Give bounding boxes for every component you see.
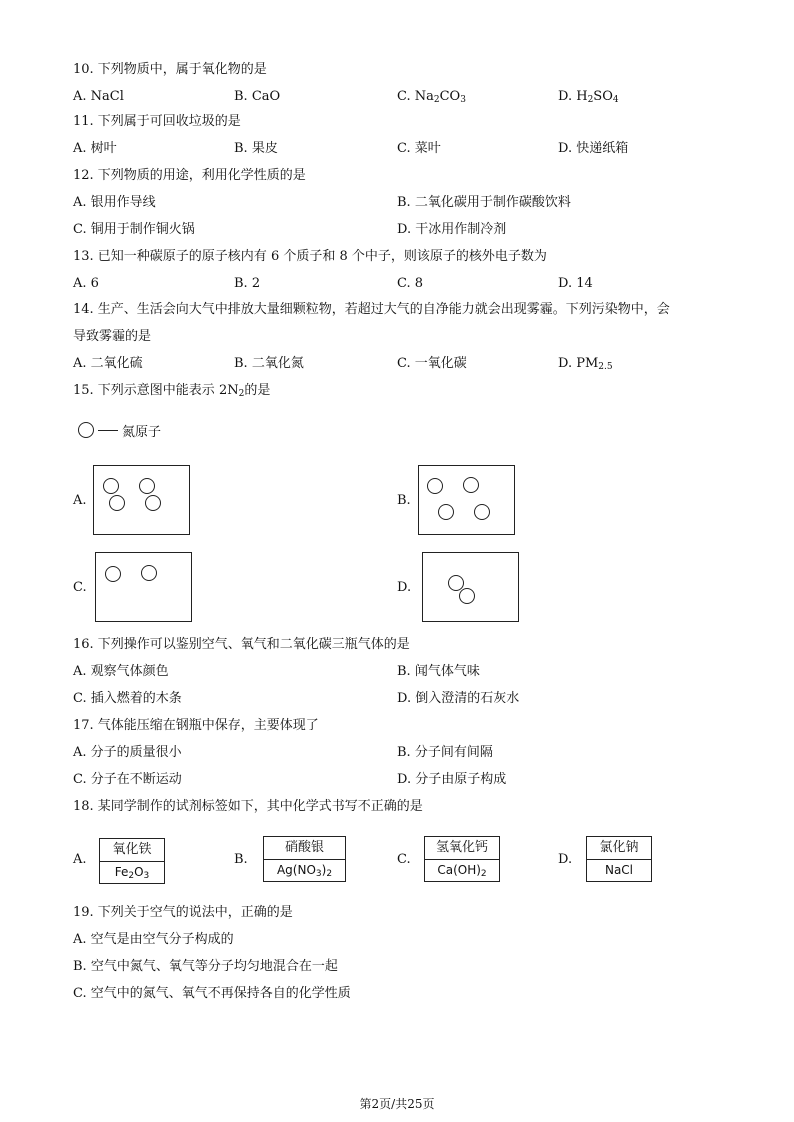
reagent-label-b	[263, 836, 346, 882]
nitrogen-atom-legend	[78, 420, 161, 440]
nitrogen-atom	[109, 495, 125, 511]
nitrogen-atom	[145, 495, 161, 511]
q12-option-c: C. 铜用于制作铜火锅	[73, 222, 195, 237]
q16-option-b: B. 闻气体气味	[397, 664, 480, 679]
q17-stem: 17. 气体能压缩在钢瓶中保存，主要体现了	[73, 718, 319, 733]
q13-option-b: B. 2	[234, 276, 261, 291]
q18-option-b-label: B.	[234, 852, 248, 867]
q15-option-d-label: D.	[397, 580, 412, 595]
q15-option-c-label: C.	[73, 580, 87, 595]
q14-option-b: B. 二氧化氮	[234, 356, 304, 371]
reagent-formula: $Ca(OH)_2$	[437, 863, 487, 879]
q18-option-c-label: C.	[397, 852, 411, 867]
nitrogen-atom	[438, 504, 454, 520]
q12-stem: 12. 下列物质的用途，利用化学性质的是	[73, 168, 306, 183]
q11-option-c: C. 菜叶	[397, 141, 441, 156]
q10-option-b: B. CaO	[234, 89, 281, 104]
q12-option-d: D. 干冰用作制冷剂	[397, 222, 507, 237]
q15-diagram-a	[93, 465, 190, 535]
q13-option-a: A. 6	[73, 276, 99, 291]
legend-label: 氮原子	[122, 424, 162, 440]
nitrogen-atom	[105, 566, 121, 582]
q16-option-d: D. 倒入澄清的石灰水	[397, 691, 520, 706]
nitrogen-atom	[103, 478, 119, 494]
q19-stem: 19. 下列关于空气的说法中，正确的是	[73, 905, 293, 920]
q15-option-a-label: A.	[73, 493, 87, 508]
q12-option-a: A. 银用作导线	[73, 195, 156, 210]
q17-option-c: C. 分子在不断运动	[73, 772, 182, 787]
q14-stem-line1: 14. 生产、生活会向大气中排放大量细颗粒物，若超过大气的自净能力就会出现雾霾。下列污染物中，会	[73, 302, 670, 317]
reagent-label-c	[424, 836, 500, 882]
q18-option-d-label: D.	[558, 852, 573, 867]
q13-stem: 13. 已知一种碳原子的原子核内有 6 个质子和 8 个中子，则该原子的核外电子数为	[73, 249, 547, 264]
q17-option-a: A. 分子的质量很小	[73, 745, 182, 760]
q16-stem: 16. 下列操作可以鉴别空气、氧气和二氧化碳三瓶气体的是	[73, 637, 410, 652]
q15-stem: 15. 下列示意图中能表示 $2N_2$的是	[73, 383, 271, 399]
q16-option-a: A. 观察气体颜色	[73, 664, 169, 679]
reagent-name: 氧化铁	[100, 839, 164, 862]
q13-option-d: D. 14	[558, 276, 593, 291]
q17-option-d: D. 分子由原子构成	[397, 772, 507, 787]
reagent-name: 氢氧化钙	[425, 837, 499, 860]
q18-option-a-label: A.	[73, 852, 87, 867]
reagent-formula: $Fe_2O_3$	[114, 865, 150, 881]
reagent-name: 硝酸银	[264, 837, 345, 860]
reagent-label-a	[99, 838, 165, 884]
nitrogen-atom	[459, 588, 475, 604]
nitrogen-atom	[474, 504, 490, 520]
legend-dash	[98, 430, 118, 431]
q19-option-b: B. 空气中氮气、氧气等分子均匀地混合在一起	[73, 959, 338, 974]
q15-diagram-c	[95, 552, 192, 622]
q16-option-c: C. 插入燃着的木条	[73, 691, 182, 706]
q15-diagram-d	[422, 552, 519, 622]
page-number: 第2页/共25页	[359, 1097, 435, 1111]
q19-option-c: C. 空气中的氮气、氧气不再保持各自的化学性质	[73, 986, 351, 1001]
reagent-formula: NaCl	[604, 863, 634, 877]
q10-option-a: A. NaCl	[73, 89, 124, 104]
atom-circle-icon	[78, 422, 94, 438]
nitrogen-atom	[139, 478, 155, 494]
q17-option-b: B. 分子间有间隔	[397, 745, 493, 760]
q19-option-a: A. 空气是由空气分子构成的	[73, 932, 234, 947]
q11-option-b: B. 果皮	[234, 141, 278, 156]
q15-diagram-b	[418, 465, 515, 535]
nitrogen-atom	[427, 478, 443, 494]
q14-option-a: A. 二氧化硫	[73, 356, 143, 371]
q10-stem: 10. 下列物质中，属于氧化物的是	[73, 62, 267, 77]
q10-option-d: D. $H_2SO_4$	[558, 89, 619, 105]
reagent-name: 氯化钠	[587, 837, 651, 860]
q14-option-c: C. 一氧化碳	[397, 356, 467, 371]
q13-option-c: C. 8	[397, 276, 424, 291]
nitrogen-atom	[463, 477, 479, 493]
q18-stem: 18. 某同学制作的试剂标签如下，其中化学式书写不正确的是	[73, 799, 423, 814]
nitrogen-atom	[141, 565, 157, 581]
q11-stem: 11. 下列属于可回收垃圾的是	[73, 114, 241, 129]
q10-option-c: C. $Na_2CO_3$	[397, 89, 466, 105]
q14-stem-line2: 导致雾霾的是	[73, 329, 152, 344]
q11-option-a: A. 树叶	[73, 141, 117, 156]
reagent-label-d	[586, 836, 652, 882]
reagent-formula: $Ag(NO_3)_2$	[276, 863, 333, 879]
q11-option-d: D. 快递纸箱	[558, 141, 629, 156]
q14-option-d: D. $PM_{2.5}$	[558, 356, 613, 372]
q12-option-b: B. 二氧化碳用于制作碳酸饮料	[397, 195, 571, 210]
q15-option-b-label: B.	[397, 493, 411, 508]
